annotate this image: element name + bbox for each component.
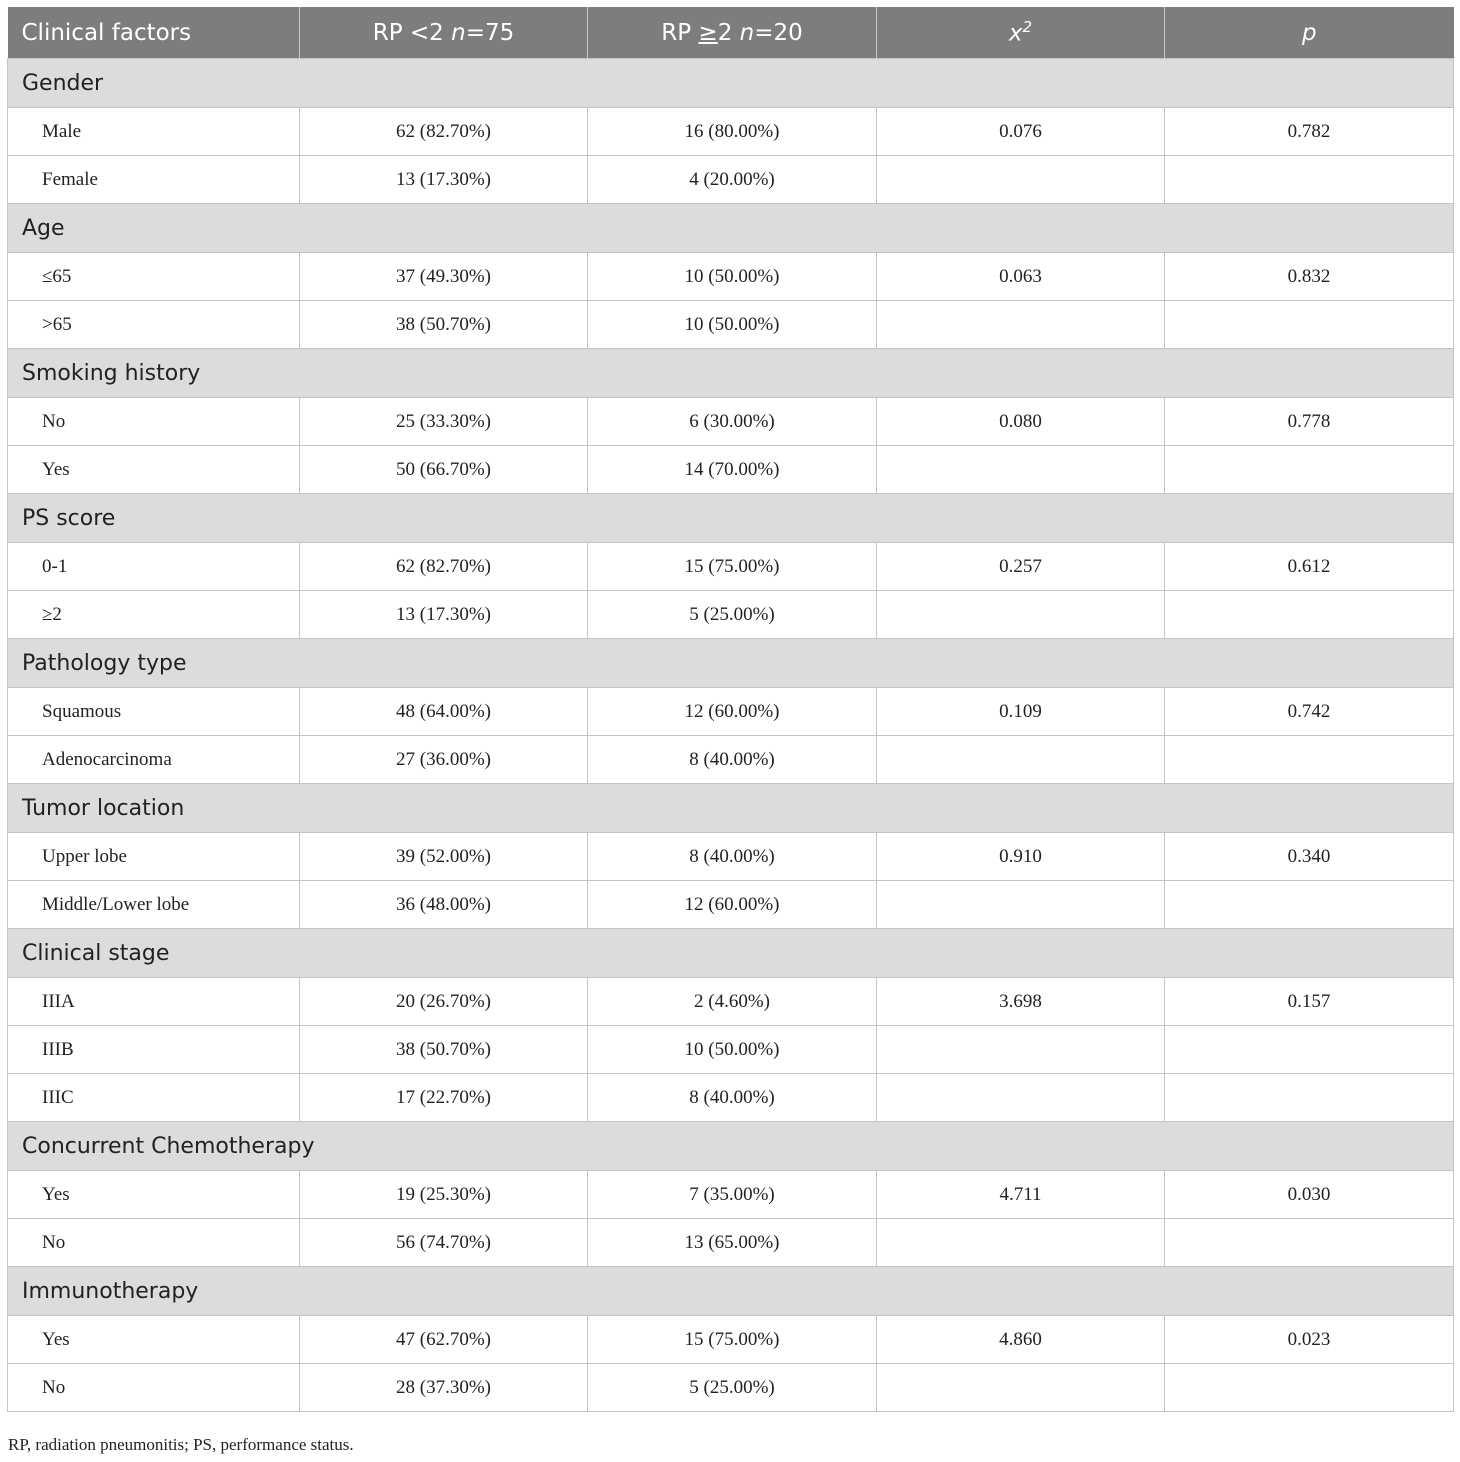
rp-lt2-value: 36 (48.00%) (300, 881, 588, 929)
p-value (1165, 1364, 1454, 1412)
header-chi-base: x (1008, 20, 1023, 47)
rp-lt2-value: 38 (50.70%) (300, 1026, 588, 1074)
rp-lt2-value: 37 (49.30%) (300, 253, 588, 301)
header-rp-2-or-more (588, 7, 877, 59)
header-rp-ge2-prefix: RP (661, 19, 699, 46)
table-header (8, 7, 1454, 59)
table-row (8, 1364, 1454, 1412)
table-row (8, 1316, 1454, 1364)
header-chi-square (877, 7, 1165, 59)
row-label: No (8, 398, 300, 446)
table-body (8, 59, 1454, 1412)
table-row (8, 1171, 1454, 1219)
clinical-factors-table (7, 7, 1454, 1412)
table-row (8, 688, 1454, 736)
table-row (8, 398, 1454, 446)
group-label: Tumor location (8, 784, 1454, 833)
rp-lt2-value: 13 (17.30%) (300, 156, 588, 204)
chi-square-value: 4.860 (877, 1316, 1165, 1364)
group-label: Pathology type (8, 639, 1454, 688)
rp-lt2-value: 62 (82.70%) (300, 543, 588, 591)
p-value: 0.340 (1165, 833, 1454, 881)
chi-square-value: 0.109 (877, 688, 1165, 736)
chi-square-value: 0.076 (877, 108, 1165, 156)
row-label: ≤65 (8, 253, 300, 301)
p-value: 0.023 (1165, 1316, 1454, 1364)
group-row (8, 349, 1454, 398)
chi-square-value (877, 881, 1165, 929)
group-row (8, 204, 1454, 253)
chi-square-value (877, 1364, 1165, 1412)
rp-ge2-value: 5 (25.00%) (588, 1364, 877, 1412)
row-label: IIIB (8, 1026, 300, 1074)
header-rp-ge2-suffix: =20 (754, 19, 803, 46)
row-label: Adenocarcinoma (8, 736, 300, 784)
table-row (8, 253, 1454, 301)
chi-square-value: 3.698 (877, 978, 1165, 1026)
chi-square-value (877, 736, 1165, 784)
table-row (8, 736, 1454, 784)
rp-lt2-value: 19 (25.30%) (300, 1171, 588, 1219)
rp-ge2-value: 2 (4.60%) (588, 978, 877, 1026)
group-label: Age (8, 204, 1454, 253)
group-row (8, 59, 1454, 108)
p-value (1165, 591, 1454, 639)
p-value (1165, 1219, 1454, 1267)
rp-lt2-value: 50 (66.70%) (300, 446, 588, 494)
chi-square-value (877, 1219, 1165, 1267)
group-row (8, 639, 1454, 688)
chi-square-value (877, 1074, 1165, 1122)
chi-square-value: 0.080 (877, 398, 1165, 446)
group-row (8, 1122, 1454, 1171)
header-rp-ge2-n: n (739, 19, 755, 46)
header-rp-lt2-suffix: =75 (465, 19, 515, 46)
rp-ge2-value: 15 (75.00%) (588, 543, 877, 591)
rp-lt2-value: 48 (64.00%) (300, 688, 588, 736)
p-value: 0.030 (1165, 1171, 1454, 1219)
row-label: Female (8, 156, 300, 204)
rp-ge2-value: 8 (40.00%) (588, 1074, 877, 1122)
rp-lt2-value: 38 (50.70%) (300, 301, 588, 349)
rp-lt2-value: 25 (33.30%) (300, 398, 588, 446)
row-label: ≥2 (8, 591, 300, 639)
header-chi-superscript: 2 (1022, 18, 1033, 37)
chi-square-value: 0.063 (877, 253, 1165, 301)
rp-ge2-value: 6 (30.00%) (588, 398, 877, 446)
table-row (8, 1026, 1454, 1074)
row-label: >65 (8, 301, 300, 349)
chi-square-value (877, 591, 1165, 639)
rp-ge2-value: 10 (50.00%) (588, 301, 877, 349)
p-value: 0.832 (1165, 253, 1454, 301)
rp-lt2-value: 27 (36.00%) (300, 736, 588, 784)
row-label: IIIC (8, 1074, 300, 1122)
group-row (8, 929, 1454, 978)
rp-lt2-value: 47 (62.70%) (300, 1316, 588, 1364)
group-label: Clinical stage (8, 929, 1454, 978)
group-row (8, 1267, 1454, 1316)
chi-square-value: 4.711 (877, 1171, 1165, 1219)
p-value: 0.782 (1165, 108, 1454, 156)
chi-square-value (877, 156, 1165, 204)
rp-lt2-value: 17 (22.70%) (300, 1074, 588, 1122)
row-label: IIIA (8, 978, 300, 1026)
rp-ge2-value: 5 (25.00%) (588, 591, 877, 639)
rp-lt2-value: 56 (74.70%) (300, 1219, 588, 1267)
rp-ge2-value: 15 (75.00%) (588, 1316, 877, 1364)
row-label: No (8, 1219, 300, 1267)
group-row (8, 784, 1454, 833)
row-label: Upper lobe (8, 833, 300, 881)
p-value: 0.778 (1165, 398, 1454, 446)
row-label: Male (8, 108, 300, 156)
table-row (8, 446, 1454, 494)
rp-ge2-value: 8 (40.00%) (588, 833, 877, 881)
row-label: Squamous (8, 688, 300, 736)
header-clinical-factors: Clinical factors (8, 7, 300, 59)
p-value: 0.742 (1165, 688, 1454, 736)
chi-square-value (877, 446, 1165, 494)
p-value (1165, 301, 1454, 349)
table-footnote: RP, radiation pneumonitis; PS, performance status. (8, 1435, 354, 1454)
rp-lt2-value: 20 (26.70%) (300, 978, 588, 1026)
table-row (8, 156, 1454, 204)
p-value (1165, 1074, 1454, 1122)
header-rp-lt2-n: n (451, 19, 466, 46)
p-value (1165, 881, 1454, 929)
chi-square-value (877, 1026, 1165, 1074)
rp-ge2-value: 7 (35.00%) (588, 1171, 877, 1219)
group-label: Immunotherapy (8, 1267, 1454, 1316)
rp-ge2-value: 14 (70.00%) (588, 446, 877, 494)
rp-ge2-value: 4 (20.00%) (588, 156, 877, 204)
row-label: Yes (8, 446, 300, 494)
table-row (8, 108, 1454, 156)
header-row (8, 7, 1454, 59)
p-value (1165, 736, 1454, 784)
rp-lt2-value: 13 (17.30%) (300, 591, 588, 639)
group-label: Smoking history (8, 349, 1454, 398)
header-rp-lt2-prefix: RP <2 (372, 19, 452, 46)
group-label: Concurrent Chemotherapy (8, 1122, 1454, 1171)
group-row (8, 494, 1454, 543)
chi-square-value: 0.910 (877, 833, 1165, 881)
p-value: 0.612 (1165, 543, 1454, 591)
table-row (8, 833, 1454, 881)
header-rp-ge2-symbol: ≥ (698, 19, 718, 46)
group-label: PS score (8, 494, 1454, 543)
table-row (8, 301, 1454, 349)
group-label: Gender (8, 59, 1454, 108)
table-row (8, 881, 1454, 929)
p-value (1165, 1026, 1454, 1074)
header-p-value (1165, 7, 1454, 59)
rp-lt2-value: 28 (37.30%) (300, 1364, 588, 1412)
header-rp-ge2-mid: 2 (717, 19, 740, 46)
table-row (8, 1219, 1454, 1267)
rp-lt2-value: 62 (82.70%) (300, 108, 588, 156)
table-row (8, 591, 1454, 639)
row-label: Yes (8, 1171, 300, 1219)
table-row (8, 978, 1454, 1026)
row-label: Middle/Lower lobe (8, 881, 300, 929)
rp-ge2-value: 10 (50.00%) (588, 1026, 877, 1074)
chi-square-value: 0.257 (877, 543, 1165, 591)
p-value (1165, 446, 1454, 494)
rp-ge2-value: 12 (60.00%) (588, 881, 877, 929)
rp-lt2-value: 39 (52.00%) (300, 833, 588, 881)
rp-ge2-value: 10 (50.00%) (588, 253, 877, 301)
table-row (8, 543, 1454, 591)
rp-ge2-value: 16 (80.00%) (588, 108, 877, 156)
p-value (1165, 156, 1454, 204)
row-label: No (8, 1364, 300, 1412)
rp-ge2-value: 8 (40.00%) (588, 736, 877, 784)
p-value: 0.157 (1165, 978, 1454, 1026)
header-p-label: p (1301, 19, 1317, 46)
chi-square-value (877, 301, 1165, 349)
table-row (8, 1074, 1454, 1122)
row-label: Yes (8, 1316, 300, 1364)
row-label: 0-1 (8, 543, 300, 591)
rp-ge2-value: 12 (60.00%) (588, 688, 877, 736)
header-rp-less-than-2 (300, 7, 588, 59)
rp-ge2-value: 13 (65.00%) (588, 1219, 877, 1267)
